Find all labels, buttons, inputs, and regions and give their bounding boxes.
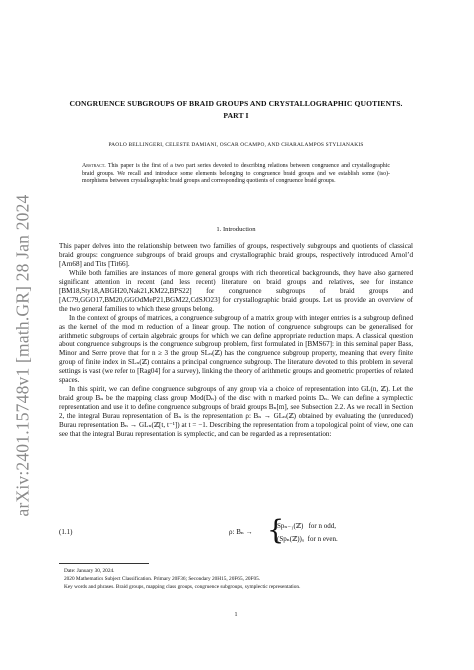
introduction-body xyxy=(59,242,413,439)
arxiv-stamp-text: arXiv:2401.15748v1 [math.GR] 28 Jan 2024 xyxy=(12,194,33,516)
case-2-value: (Spₙ(ℤ))ᵤ xyxy=(277,535,305,543)
paragraph-4: In this spirit, we can define congruence subgroups of any group via a choice of representation into GL(n, ℤ). Let the braid group Bₙ be the mapping class group Mod(Dₙ) of the disc with n marked points Dₙ. We can define a symplectic representation and use it to define congruence subgroups of braid groups Bₙ[m], see Subsection 2.2. As we recall in Section 2, the integral Burau representation of Bₙ is the representation ρ: Bₙ → GLₙ(ℤ) obtained by evaluating the (unreduced) Burau representation Bₙ → GLₙ(ℤ[t, t⁻¹]) at t = −1. Describing the representation from a topological point of view, one can see that the integral Burau representation is symplectic, and can be regarded as a representation: xyxy=(59,385,413,439)
arxiv-stamp xyxy=(8,194,38,516)
footnotes xyxy=(64,567,414,592)
footnote-date: Date: January 30, 2024. xyxy=(64,568,115,574)
section-heading: 1. Introduction xyxy=(216,226,256,233)
abstract xyxy=(82,163,390,186)
case-1-condition: for n odd, xyxy=(308,522,337,530)
paragraph-1: This paper delves into the relationship between two families of groups, respectively subgroups and quotients of classical braid groups: congruence subgroups of braid groups and crystallographic braid groups, respectively introduced Arnol’d [Arn68] and Tits [Tit66]. xyxy=(59,242,413,268)
footnote-rule xyxy=(59,563,149,564)
paragraph-3: In the context of groups of matrices, a congruence subgroup of a matrix group with integer entries is a subgroup defined as the kernel of the mod m reduction of a linear group. The notion of congruence subgroups can be generalised for arithmetic subgroups of certain algebraic groups for which we can define appropriate reduction maps. A classical question about congruence subgroups is the congruence subgroup problem, first formulated in [BMS67]: in this seminal paper Bass, Minor and Serre prove that for n ≥ 3 the group SLₙ(ℤ) has the congruence subgroup property, meaning that every finite group of finite index in SLₙ(ℤ) contains a principal congruence subgroup. The literature devoted to this problem in several settings is vast (we refer to [Rag04] for a survey), linking the theory of arithmetic groups and geometric properties of related spaces. xyxy=(59,313,413,385)
footnote-msc: 2020 Mathematics Subject Classification. Primary 20F36; Secondary 20H15, 20F65, 20F05. xyxy=(64,576,261,583)
paragraph-2: While both families are instances of more general groups with rich theoretical backgrounds, they have also garnered significant attention in recent (and less recent) literature on braid groups and relatives, see for instance [BM18,Sty18,ABGH20,Nak21,KM22,BPS22] for congruence subgroups of braid groups and [AC79,GGO17,BM20,GGOdMeP21,BGM22,CdSJO23] for crystallographic braid groups. Let us provide an overview of the two general families to which these groups belong. xyxy=(59,268,413,313)
case-2-condition: for n even. xyxy=(307,535,338,543)
left-brace: { xyxy=(267,515,285,546)
case-1-value: Spₙ₋₁(ℤ) xyxy=(277,522,304,530)
equation-number: (1.1) xyxy=(59,528,73,536)
equation-case-1 xyxy=(277,522,336,530)
equation-lhs: ρ: Bₙ → xyxy=(229,528,253,536)
paper-page xyxy=(59,0,413,670)
page-number: 1 xyxy=(234,612,238,618)
title-line-2: PART I xyxy=(223,111,249,120)
footnote-keywords: Key words and phrases. Braid groups, mapping class groups, congruence subgroups, symplectic representation. xyxy=(64,584,301,591)
abstract-text: This paper is the first of a two part series devoted to describing relations between congruence and crystallographic braid groups. We recall and introduce some elements belonging to congruence braid groups and we establish some (iso)-morphisms between crystallographic braid groups and corresponding quotients of congruence braid groups. xyxy=(82,163,390,185)
equation-case-2 xyxy=(277,535,338,543)
abstract-label: Abstract. xyxy=(82,163,106,169)
author-list: PAOLO BELLINGERI, CELESTE DAMIANI, OSCAR OCAMPO, AND CHARALAMPOS STYLIANAKIS xyxy=(108,142,364,148)
equation-body xyxy=(229,515,379,552)
title-line-1: CONGRUENCE SUBGROUPS OF BRAID GROUPS AND CRYSTALLOGRAPHIC QUOTIENTS. xyxy=(69,99,403,108)
equation-1-1 xyxy=(59,515,413,552)
paper-title xyxy=(59,98,413,122)
